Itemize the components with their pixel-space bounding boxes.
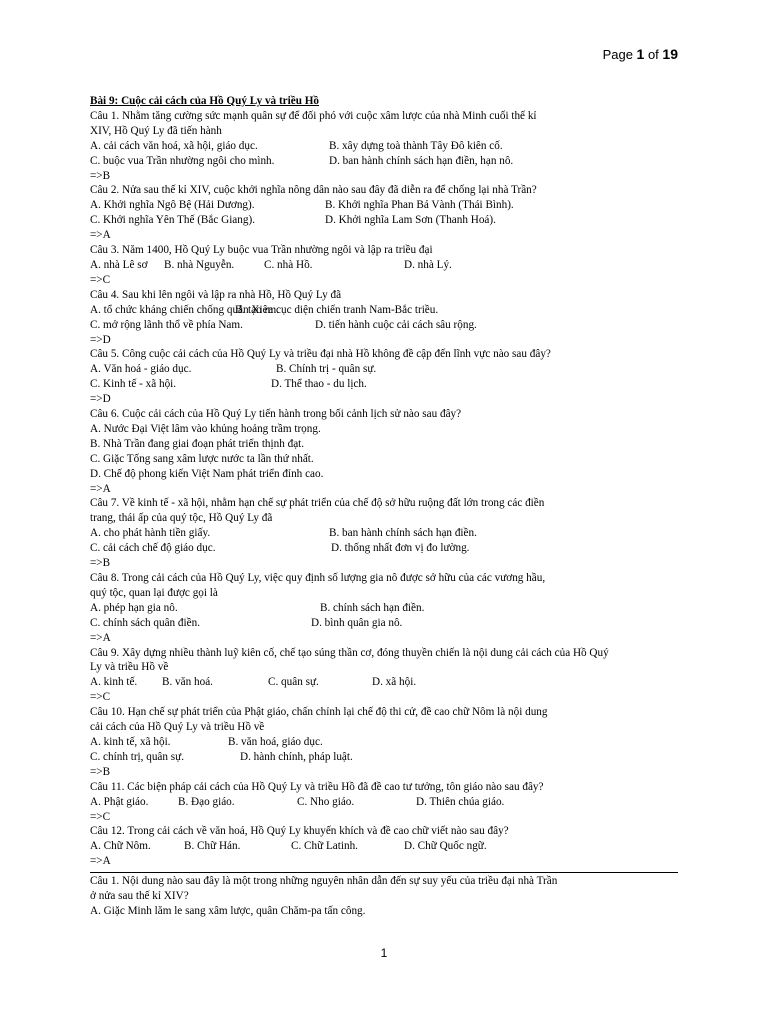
answer-option: D. Chữ Quốc ngữ. xyxy=(404,840,487,853)
question-text: Câu 7. Về kinh tế - xã hội, nhằm hạn chế sự phát triển của chế độ sở hữu ruộng đất lớn trong các điền xyxy=(90,497,545,510)
question-text: trang, thái ấp của quý tộc, Hồ Quý Ly đã xyxy=(90,512,273,525)
answer-option: B. Đạo giáo. xyxy=(178,795,235,808)
options-row xyxy=(90,303,690,318)
question-block xyxy=(90,824,690,869)
correct-answer: =>C xyxy=(90,691,111,704)
page-label: Page xyxy=(602,47,637,62)
answer-option: C. Chữ Latinh. xyxy=(291,840,358,853)
question-block xyxy=(90,347,690,407)
options-row xyxy=(90,795,690,810)
lesson-title: Bài 9: Cuộc cải cách của Hồ Quý Ly và triều Hồ xyxy=(90,95,320,107)
answer-option: A. Khởi nghĩa Ngô Bệ (Hải Dương). xyxy=(90,199,255,212)
question-text: Câu 10. Hạn chế sự phát triển của Phật giáo, chấn chỉnh lại chế độ thi cử, đề cao chữ Nôm là nội dung xyxy=(90,706,548,719)
correct-answer: =>D xyxy=(90,393,111,406)
question-block xyxy=(90,407,690,496)
section-2 xyxy=(90,874,690,919)
answer-option: C. cải cách chế độ giáo dục. xyxy=(90,542,216,555)
correct-answer: =>B xyxy=(90,557,111,570)
question-text: quý tộc, quan lại được gọi là xyxy=(90,586,218,599)
answer-option: B. ban hành chính sách hạn điền. xyxy=(329,527,477,540)
answer-option: A. Chữ Nôm. xyxy=(90,840,151,853)
answer-option: A. phép hạn gia nô. xyxy=(90,601,178,614)
options-row xyxy=(90,377,690,392)
answer-option: B. Khởi nghĩa Phan Bá Vành (Thái Bình). xyxy=(325,199,514,212)
answer-option: B. Nhà Trần đang giai đoạn phát triển thịnh đạt. xyxy=(90,437,305,450)
answer-option: D. tiến hành cuộc cải cách sâu rộng. xyxy=(315,318,477,331)
answer-option: A. kinh tế, xã hội. xyxy=(90,735,171,748)
options-row xyxy=(90,601,690,616)
options-row xyxy=(90,437,690,452)
question-text: ở nửa sau thế kỉ XIV? xyxy=(90,889,189,902)
question-text: cải cách của Hồ Quý Ly và triều Hồ về xyxy=(90,721,265,734)
options-row xyxy=(90,198,690,213)
question-text: Câu 3. Năm 1400, Hồ Quý Ly buộc vua Trần nhường ngôi và lập ra triều đại xyxy=(90,244,433,257)
answer-option: D. bình quân gia nô. xyxy=(311,616,403,629)
answer-option: A. Nước Đại Việt lâm vào khủng hoảng trầm trọng. xyxy=(90,422,321,435)
options-row xyxy=(90,362,690,377)
options-row xyxy=(90,616,690,631)
answer-option: B. nhà Nguyễn. xyxy=(164,258,235,271)
answer-option: A. cho phát hành tiền giấy. xyxy=(90,527,211,540)
answer-option: C. mở rộng lãnh thổ về phía Nam. xyxy=(90,318,243,331)
answer-option: A. kinh tế. xyxy=(90,676,138,689)
answer-option: B. chính sách hạn điền. xyxy=(320,601,425,614)
answer-option: A. Giặc Minh lăm le sang xâm lược, quân Chăm-pa tấn công. xyxy=(90,904,366,917)
options-row xyxy=(90,750,690,765)
section-2-questions xyxy=(90,874,690,919)
answer-option: D. xã hội. xyxy=(372,676,417,689)
question-block xyxy=(90,243,690,288)
correct-answer: =>B xyxy=(90,765,111,778)
answer-option: A. tổ chức kháng chiến chống quân Xiêm. xyxy=(90,303,280,316)
answer-option: A. Văn hoá - giáo dục. xyxy=(90,363,192,376)
correct-answer: =>D xyxy=(90,333,111,346)
options-row xyxy=(90,139,690,154)
question-list xyxy=(90,109,690,869)
question-text: Câu 4. Sau khi lên ngôi và lập ra nhà Hồ, Hồ Quý Ly đã xyxy=(90,288,342,301)
answer-option: C. Giặc Tống sang xâm lược nước ta lần thứ nhất. xyxy=(90,452,314,465)
correct-answer: =>A xyxy=(90,482,111,495)
answer-option: B. xây dựng toà thành Tây Đô kiên cố. xyxy=(329,139,503,152)
answer-option: A. cải cách văn hoá, xã hội, giáo dục. xyxy=(90,139,258,152)
question-text: Ly và triều Hồ về xyxy=(90,661,169,674)
answer-option: A. nhà Lê sơ xyxy=(90,258,148,271)
options-row xyxy=(90,154,690,169)
question-block xyxy=(90,705,690,780)
answer-option: B. Chữ Hán. xyxy=(184,840,241,853)
options-row xyxy=(90,735,690,750)
footer-page-number: 1 xyxy=(380,946,388,960)
question-text: XIV, Hồ Quý Ly đã tiến hành xyxy=(90,124,222,137)
answer-option: C. Khởi nghĩa Yên Thế (Bắc Giang). xyxy=(90,214,255,227)
answer-option: C. buộc vua Trần nhường ngôi cho mình. xyxy=(90,154,275,167)
question-text: Câu 1. Nội dung nào sau đây là một trong những nguyên nhân dẫn đến sự suy yếu của triều đại nhà Trần xyxy=(90,875,558,887)
answer-option: A. Phật giáo. xyxy=(90,795,149,808)
options-row xyxy=(90,452,690,467)
question-block xyxy=(90,496,690,571)
answer-option: B. văn hoá. xyxy=(162,676,213,689)
correct-answer: =>A xyxy=(90,229,111,242)
correct-answer: =>C xyxy=(90,273,111,286)
question-block xyxy=(90,183,690,243)
correct-answer: =>C xyxy=(90,810,111,823)
document-body xyxy=(90,94,690,869)
answer-option: C. quân sự. xyxy=(268,676,319,689)
answer-option: D. thống nhất đơn vị đo lường. xyxy=(331,542,470,555)
question-text: Câu 5. Công cuộc cải cách của Hồ Quý Ly và triều đại nhà Hồ không đề cập đến lĩnh vực nào sau đây? xyxy=(90,348,551,361)
question-text: Câu 11. Các biện pháp cải cách của Hồ Quý Ly và triều Hồ đã đề cao tư tưởng, tôn giáo nào sau đây? xyxy=(90,780,544,793)
options-row xyxy=(90,258,690,273)
question-block xyxy=(90,571,690,646)
options-row xyxy=(90,839,690,854)
question-text: Câu 12. Trong cải cách về văn hoá, Hồ Quý Ly khuyến khích và đề cao chữ viết nào sau đây? xyxy=(90,825,509,838)
question-text: Câu 6. Cuộc cải cách của Hồ Quý Ly tiến hành trong bối cảnh lịch sử nào sau đây? xyxy=(90,408,462,421)
question-text: Câu 9. Xây dựng nhiều thành luỹ kiên cố, chế tạo súng thần cơ, đóng thuyền chiến là nội dung cải cách của Hồ Quý xyxy=(90,646,609,659)
current-page: 1 xyxy=(636,46,645,62)
answer-option: D. nhà Lý. xyxy=(404,258,452,271)
answer-option: C. nhà Hồ. xyxy=(264,258,313,271)
answer-option: C. Nho giáo. xyxy=(297,795,355,808)
question-text: Câu 1. Nhằm tăng cường sức mạnh quân sự để đối phó với cuộc xâm lược của nhà Minh cuối thế kỉ xyxy=(90,109,537,122)
options-row xyxy=(90,318,690,333)
options-row xyxy=(90,467,690,482)
question-block xyxy=(90,109,690,184)
answer-option: B. văn hoá, giáo dục. xyxy=(228,735,323,748)
options-row xyxy=(90,422,690,437)
answer-option: B. tạo ra cục diện chiến tranh Nam-Bắc triều. xyxy=(235,303,439,316)
answer-option: B. Chính trị - quân sự. xyxy=(276,363,377,376)
correct-answer: =>B xyxy=(90,169,111,182)
answer-option: D. Thể thao - du lịch. xyxy=(271,378,367,391)
answer-option: D. Khởi nghĩa Lam Sơn (Thanh Hoá). xyxy=(325,214,496,227)
question-text: Câu 2. Nửa sau thế kỉ XIV, cuộc khởi nghĩa nông dân nào sau đây đã diễn ra để chống lại nhà Trần? xyxy=(90,184,537,197)
page-header xyxy=(603,46,678,62)
answer-option: D. Thiên chúa giáo. xyxy=(416,795,505,808)
answer-option: C. chính trị, quân sự. xyxy=(90,750,185,763)
correct-answer: =>A xyxy=(90,855,111,868)
question-block xyxy=(90,646,690,706)
options-row xyxy=(90,526,690,541)
page-of-label: of xyxy=(644,47,663,62)
total-pages: 19 xyxy=(662,46,678,62)
correct-answer: =>A xyxy=(90,631,111,644)
options-row xyxy=(90,541,690,556)
section-divider xyxy=(90,872,678,873)
answer-option: D. hành chính, pháp luật. xyxy=(240,750,353,763)
question-block xyxy=(90,780,690,825)
options-row xyxy=(90,213,690,228)
answer-option: C. chính sách quân điền. xyxy=(90,616,200,629)
options-row xyxy=(90,675,690,690)
answer-option: D. Chế độ phong kiến Việt Nam phát triển đỉnh cao. xyxy=(90,467,324,480)
answer-option: C. Kinh tế - xã hội. xyxy=(90,378,177,391)
question-text: Câu 8. Trong cải cách của Hồ Quý Ly, việc quy định số lượng gia nô được sở hữu của các vương hầu, xyxy=(90,572,546,584)
answer-option: D. ban hành chính sách hạn điền, hạn nô. xyxy=(329,154,514,167)
question-block xyxy=(90,288,690,348)
